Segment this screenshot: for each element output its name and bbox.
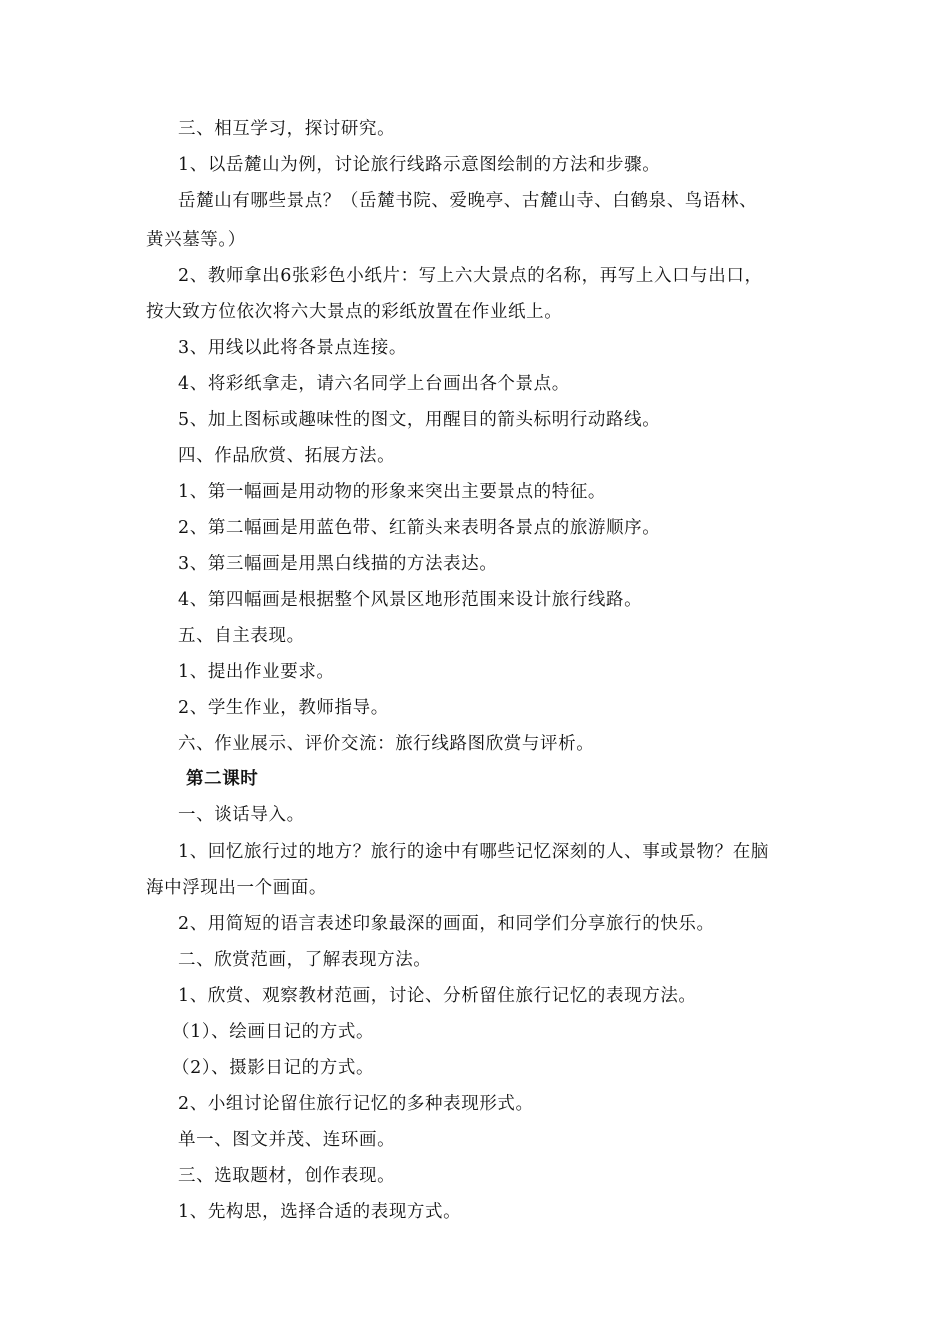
lesson-title: 第二课时 <box>186 769 259 789</box>
paragraph: 4、将彩纸拿走，请六名同学上台画出各个景点。 <box>178 374 570 394</box>
section-heading-5: 五、自主表现。 <box>178 626 305 646</box>
paragraph: 1、先构思，选择合适的表现方式。 <box>178 1202 462 1222</box>
paragraph: 1、回忆旅行过的地方？旅行的途中有哪些记忆深刻的人、事或景物？在脑 <box>178 842 769 862</box>
paragraph: 1、以岳麓山为例，讨论旅行线路示意图绘制的方法和步骤。 <box>178 155 661 175</box>
paragraph: 2、教师拿出6张彩色小纸片：写上六大景点的名称，再写上入口与出口， <box>178 266 763 286</box>
paragraph: 2、用简短的语言表述印象最深的画面，和同学们分享旅行的快乐。 <box>178 914 715 934</box>
paragraph-continuation: 按大致方位依次将六大景点的彩纸放置在作业纸上。 <box>146 302 563 322</box>
sub-item: （2）、摄影日记的方式。 <box>172 1058 375 1078</box>
paragraph: 2、第二幅画是用蓝色带、红箭头来表明各景点的旅游顺序。 <box>178 518 661 538</box>
paragraph: 1、欣赏、观察教材范画，讨论、分析留住旅行记忆的表现方法。 <box>178 986 697 1006</box>
paragraph: 单一、图文并茂、连环画。 <box>178 1130 396 1150</box>
paragraph-continuation: 黄兴墓等。） <box>146 230 246 250</box>
paragraph: 5、加上图标或趣味性的图文，用醒目的箭头标明行动路线。 <box>178 410 661 430</box>
section-heading-3: 三、相互学习，探讨研究。 <box>178 119 396 139</box>
paragraph: 2、学生作业，教师指导。 <box>178 698 389 718</box>
paragraph: 3、第三幅画是用黑白线描的方法表达。 <box>178 554 498 574</box>
section-heading-2: 二、欣赏范画，了解表现方法。 <box>178 950 432 970</box>
section-heading-3b: 三、选取题材，创作表现。 <box>178 1166 396 1186</box>
paragraph: 1、提出作业要求。 <box>178 662 335 682</box>
paragraph: 2、小组讨论留住旅行记忆的多种表现形式。 <box>178 1094 534 1114</box>
paragraph: 3、用线以此将各景点连接。 <box>178 338 407 358</box>
sub-item: （1）、绘画日记的方式。 <box>172 1022 375 1042</box>
paragraph-continuation: 海中浮现出一个画面。 <box>146 878 327 898</box>
paragraph: 4、第四幅画是根据整个风景区地形范围来设计旅行线路。 <box>178 590 643 610</box>
paragraph: 岳麓山有哪些景点？（岳麓书院、爱晚亭、古麓山寺、白鹤泉、鸟语林、 <box>178 191 758 211</box>
section-heading-6: 六、作业展示、评价交流：旅行线路图欣赏与评析。 <box>178 734 595 754</box>
section-heading-1: 一、谈话导入。 <box>178 805 305 825</box>
paragraph: 1、第一幅画是用动物的形象来突出主要景点的特征。 <box>178 482 607 502</box>
section-heading-4: 四、作品欣赏、拓展方法。 <box>178 446 396 466</box>
